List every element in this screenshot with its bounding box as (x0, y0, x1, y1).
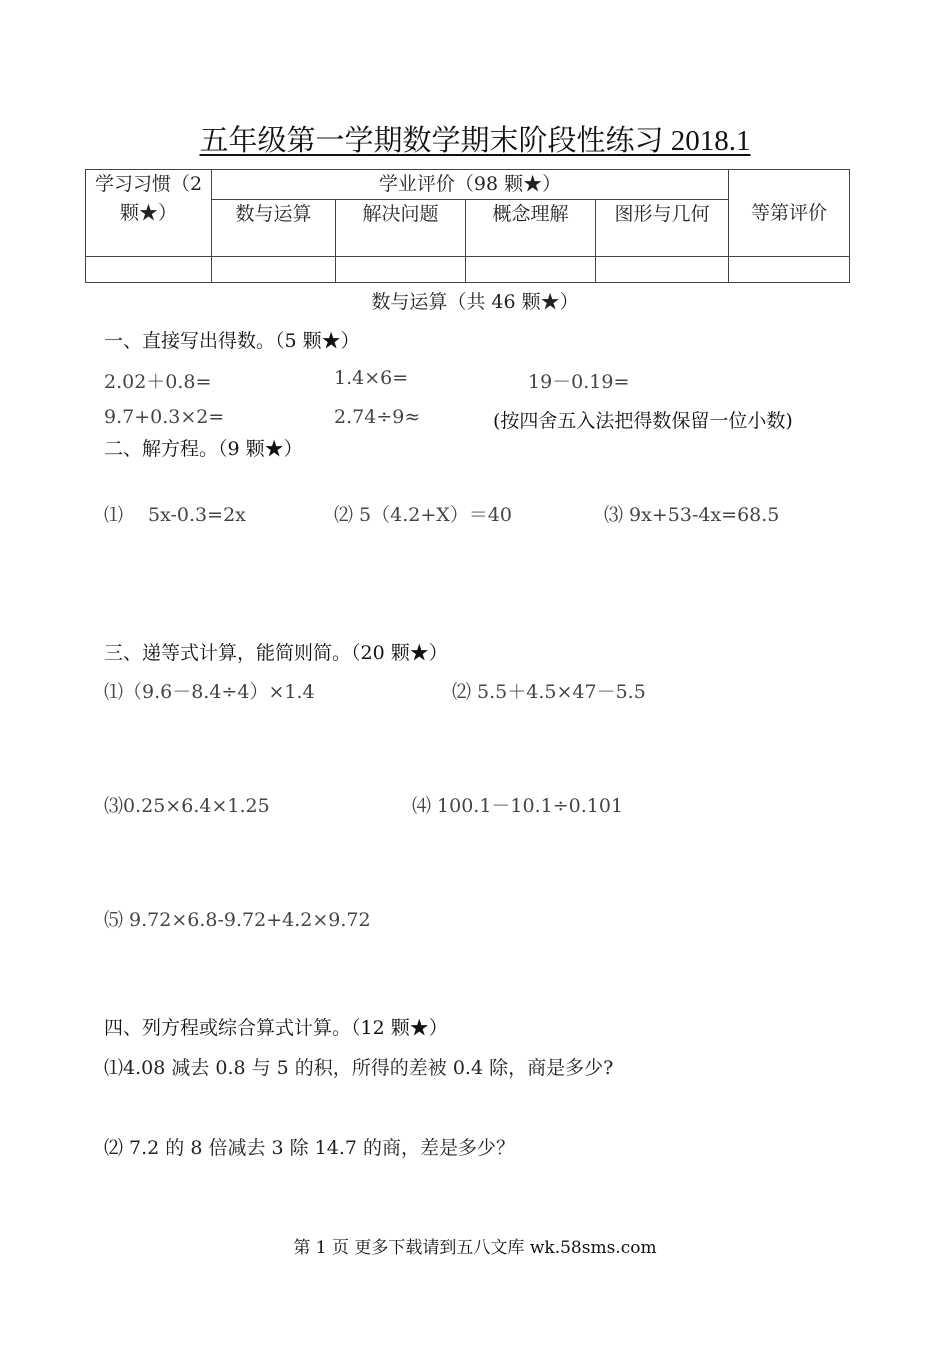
section-3-title: 三、递等式计算，能简则简。（20 颗★） (104, 642, 448, 664)
s3-q5: ⑸ 9.72×6.8-9.72+4.2×9.72 (104, 909, 371, 931)
sub-header: 解决问题 (336, 200, 466, 257)
score-cell (466, 257, 596, 283)
s1-note: (按四舍五入法把得数保留一位小数) (493, 410, 793, 432)
grade-header: 等第评价 (729, 170, 850, 257)
section-4-title: 四、列方程或综合算式计算。（12 颗★） (104, 1017, 448, 1039)
score-cell (86, 257, 212, 283)
s1-q3: 19－0.19= (528, 371, 630, 393)
section-1-title: 一、直接写出得数。（5 颗★） (104, 330, 360, 352)
s4-q2: ⑵ 7.2 的 8 倍减去 3 除 14.7 的商，差是多少？ (104, 1137, 516, 1159)
score-cell (729, 257, 850, 283)
sub-header: 概念理解 (466, 200, 596, 257)
s1-q2: 1.4×6= (334, 367, 409, 389)
score-cell (596, 257, 729, 283)
sub-header: 图形与几何 (596, 200, 729, 257)
s3-q2: ⑵ 5.5＋4.5×47－5.5 (452, 681, 646, 703)
score-cell (212, 257, 336, 283)
page-footer: 第 1 页 更多下载请到五八文库 wk.58sms.com (293, 1238, 657, 1258)
page-title: 五年级第一学期数学期末阶段性练习 2018.1 (199, 125, 751, 157)
s1-q1: 2.02＋0.8= (104, 371, 212, 393)
s3-q1: ⑴（9.6－8.4÷4）×1.4 (104, 681, 315, 703)
academic-header: 学业评价（98 颗★） (212, 170, 729, 200)
s2-q2: ⑵ 5（4.2+X）＝40 (334, 504, 512, 526)
s2-q1: ⑴ 5x-0.3=2x (104, 504, 246, 526)
score-table (85, 169, 850, 283)
s1-q5: 2.74÷9≈ (334, 406, 421, 428)
sub-header: 数与运算 (212, 200, 336, 257)
s2-q3: ⑶ 9x+53-4x=68.5 (604, 504, 780, 526)
s4-q1: ⑴4.08 减去 0.8 与 5 的积，所得的差被 0.4 除，商是多少? (104, 1057, 614, 1079)
s1-q4: 9.7+0.3×2= (104, 406, 225, 428)
part-title: 数与运算（共 46 颗★） (371, 291, 579, 313)
score-cell (336, 257, 466, 283)
s3-q3: ⑶0.25×6.4×1.25 (104, 795, 270, 817)
section-2-title: 二、解方程。（9 颗★） (104, 438, 303, 460)
s3-q4: ⑷ 100.1－10.1÷0.101 (412, 795, 624, 817)
habit-header: 学习习惯（2 颗★） (86, 170, 212, 257)
